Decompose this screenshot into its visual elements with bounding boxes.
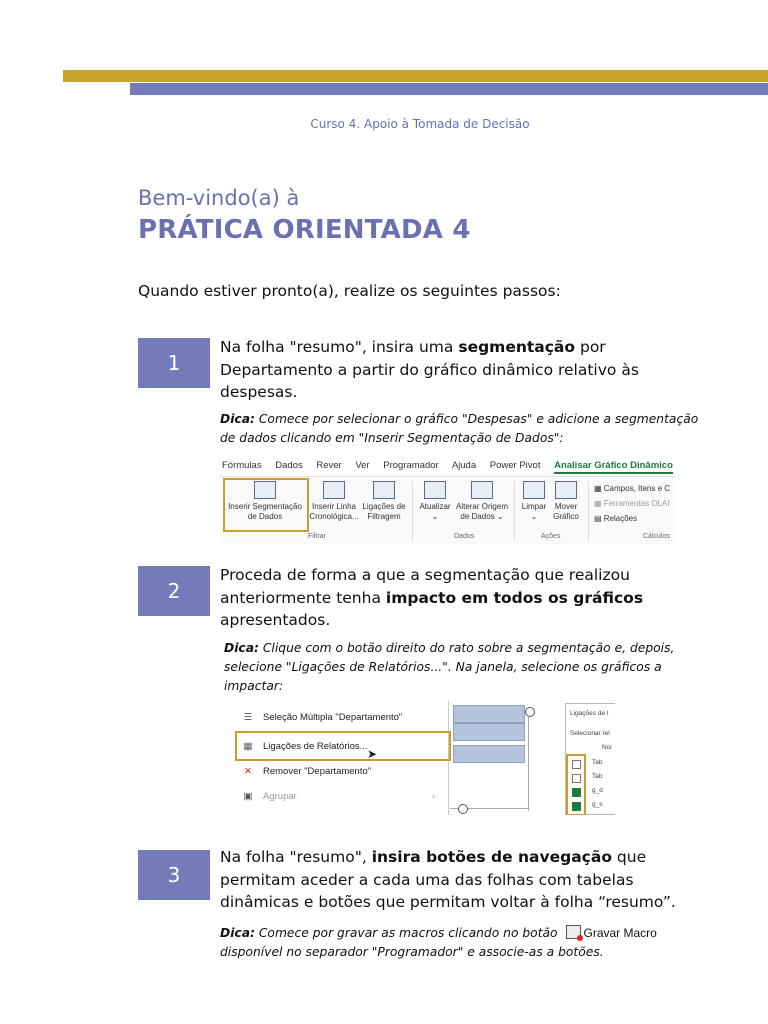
dialog-row: Tab [592, 759, 603, 766]
group-label: Cálculos [643, 533, 670, 540]
slicer-border [528, 715, 529, 811]
olap-icon: ▦ [594, 499, 604, 508]
calculations-list [594, 481, 670, 526]
refresh-button[interactable]: Atualizar ⌄ [416, 481, 454, 522]
step-2-tip: Dica: Clique com o botão direito do rato sobre a segmentação e, depois, selecione "Ligações de Relatórios...". Na janela, selecione os gráficos a impactar: [224, 641, 675, 693]
step-2-text: Proceda de forma a que a segmentação que realizou anteriormente tenha impacto em todos os gráficos apresentados. [220, 566, 644, 629]
record-macro-icon [566, 925, 581, 939]
course-label: Curso 4. Apoio à Tomada de Decisão [310, 117, 530, 131]
data-source-icon [471, 481, 493, 499]
move-chart-button[interactable]: Mover Gráfico [550, 481, 582, 522]
relationships-icon: ▤ [594, 514, 604, 523]
slicer-item[interactable] [453, 745, 525, 763]
relationships-button[interactable]: ▤ Relações [594, 514, 638, 523]
ribbon-tab[interactable]: Power Pivot [489, 460, 541, 471]
highlight-box [566, 754, 586, 815]
ribbon-separator [514, 481, 515, 541]
menu-item-multi-select[interactable]: ☰ Seleção Múltipla "Departamento" [241, 706, 441, 728]
resize-handle[interactable] [458, 804, 468, 814]
group-label: Ações [541, 533, 561, 540]
step-1-tip: Dica: Comece por selecionar o gráfico "Despesas" e adicione a segmentação de dados clicando em "Inserir Segmentação de Dados": [220, 412, 699, 445]
report-connections-dialog [565, 703, 615, 815]
context-menu [233, 701, 449, 815]
chevron-right-icon: › [431, 790, 435, 802]
step-1-number: 1 [138, 338, 210, 388]
step-3-text: Na folha "resumo", insira botões de navegação que permitam aceder a cada uma das folhas com tabelas dinâmicas e botões que permitam voltar à folha “resumo”. [220, 848, 676, 911]
insert-timeline-button[interactable]: Inserir Linha Cronológica... [308, 481, 360, 522]
fields-icon: ▦ [594, 484, 604, 493]
dialog-row: Tab [592, 773, 603, 780]
olap-tools-button[interactable]: ▦ Ferramentas OLAI [594, 499, 670, 508]
dialog-column-header: Noi [602, 744, 612, 751]
report-connections-icon: ▦ [243, 740, 253, 752]
move-chart-icon [555, 481, 577, 499]
menu-item-remove[interactable]: ✕ Remover "Departamento" [241, 760, 441, 782]
group-label: Filtrar [308, 533, 326, 540]
step-1-text: Na folha "resumo", insira uma segmentação por Departamento a partir do gráfico dinâmico relativo às despesas. [220, 338, 639, 401]
filter-connections-icon [373, 481, 395, 499]
header-bar-purple [130, 83, 768, 95]
group-icon: ▣ [243, 790, 253, 802]
dialog-row: g_s [592, 801, 603, 808]
timeline-icon [323, 481, 345, 499]
ribbon-body [220, 476, 675, 544]
ribbon-tab[interactable]: Ver [355, 460, 370, 471]
ribbon-tab-active[interactable]: Analisar Gráfico Dinâmico [554, 460, 673, 474]
ribbon-tab[interactable]: Programador [383, 460, 439, 471]
ribbon-tab[interactable]: Fórmulas [222, 460, 262, 471]
filter-connections-button[interactable]: Ligações de Filtragem [360, 481, 408, 522]
menu-item-report-connections[interactable]: ▦ Ligações de Relatórios... [241, 735, 441, 757]
change-data-source-button[interactable]: Alterar Origem de Dados ⌄ [454, 481, 510, 522]
step-3-tip: Dica: Comece por gravar as macros clicando no botão Gravar Macro disponível no separador "Programador" e associe-as a botões. [220, 926, 657, 959]
multi-select-icon: ☰ [243, 711, 253, 723]
page-title: PRÁTICA ORIENTADA 4 [138, 215, 471, 245]
record-macro-label: Gravar Macro [583, 926, 657, 940]
ribbon-tabs [222, 460, 675, 471]
insert-slicer-button[interactable]: Inserir Segmentação de Dados [224, 481, 306, 522]
highlight-box [235, 731, 451, 761]
ribbon-tab[interactable]: Dados [275, 460, 303, 471]
slicer-item[interactable] [453, 723, 525, 741]
step-2-number: 2 [138, 566, 210, 616]
refresh-icon [424, 481, 446, 499]
resize-handle[interactable] [525, 707, 535, 717]
dialog-row: g_d [592, 787, 603, 794]
dialog-subtitle: Selecionar rel [570, 730, 610, 737]
header-bar-gold [63, 70, 768, 82]
eraser-icon [523, 481, 545, 499]
slicer-item[interactable] [453, 705, 525, 723]
menu-item-group[interactable]: ▣ Agrupar › [241, 785, 441, 807]
clear-button[interactable]: Limpar ⌄ [518, 481, 550, 522]
intro-text: Quando estiver pronto(a), realize os seguintes passos: [138, 282, 561, 300]
remove-x-icon: ✕ [244, 765, 252, 777]
dialog-title: Ligações de I [570, 710, 609, 717]
welcome-text: Bem-vindo(a) à [138, 186, 300, 210]
highlight-box [223, 478, 309, 532]
ribbon-separator [412, 481, 413, 541]
ribbon-screenshot [220, 456, 675, 544]
ribbon-separator [588, 481, 589, 541]
ribbon-tab[interactable]: Ajuda [451, 460, 477, 471]
cursor-icon: ➤ [367, 747, 378, 761]
ribbon-tab[interactable]: Rever [316, 460, 342, 471]
context-menu-screenshot [225, 701, 615, 815]
step-3-number: 3 [138, 850, 210, 900]
fields-items-button[interactable]: ▦ Campos, Itens e C [594, 484, 671, 493]
group-label: Dados [454, 533, 475, 540]
